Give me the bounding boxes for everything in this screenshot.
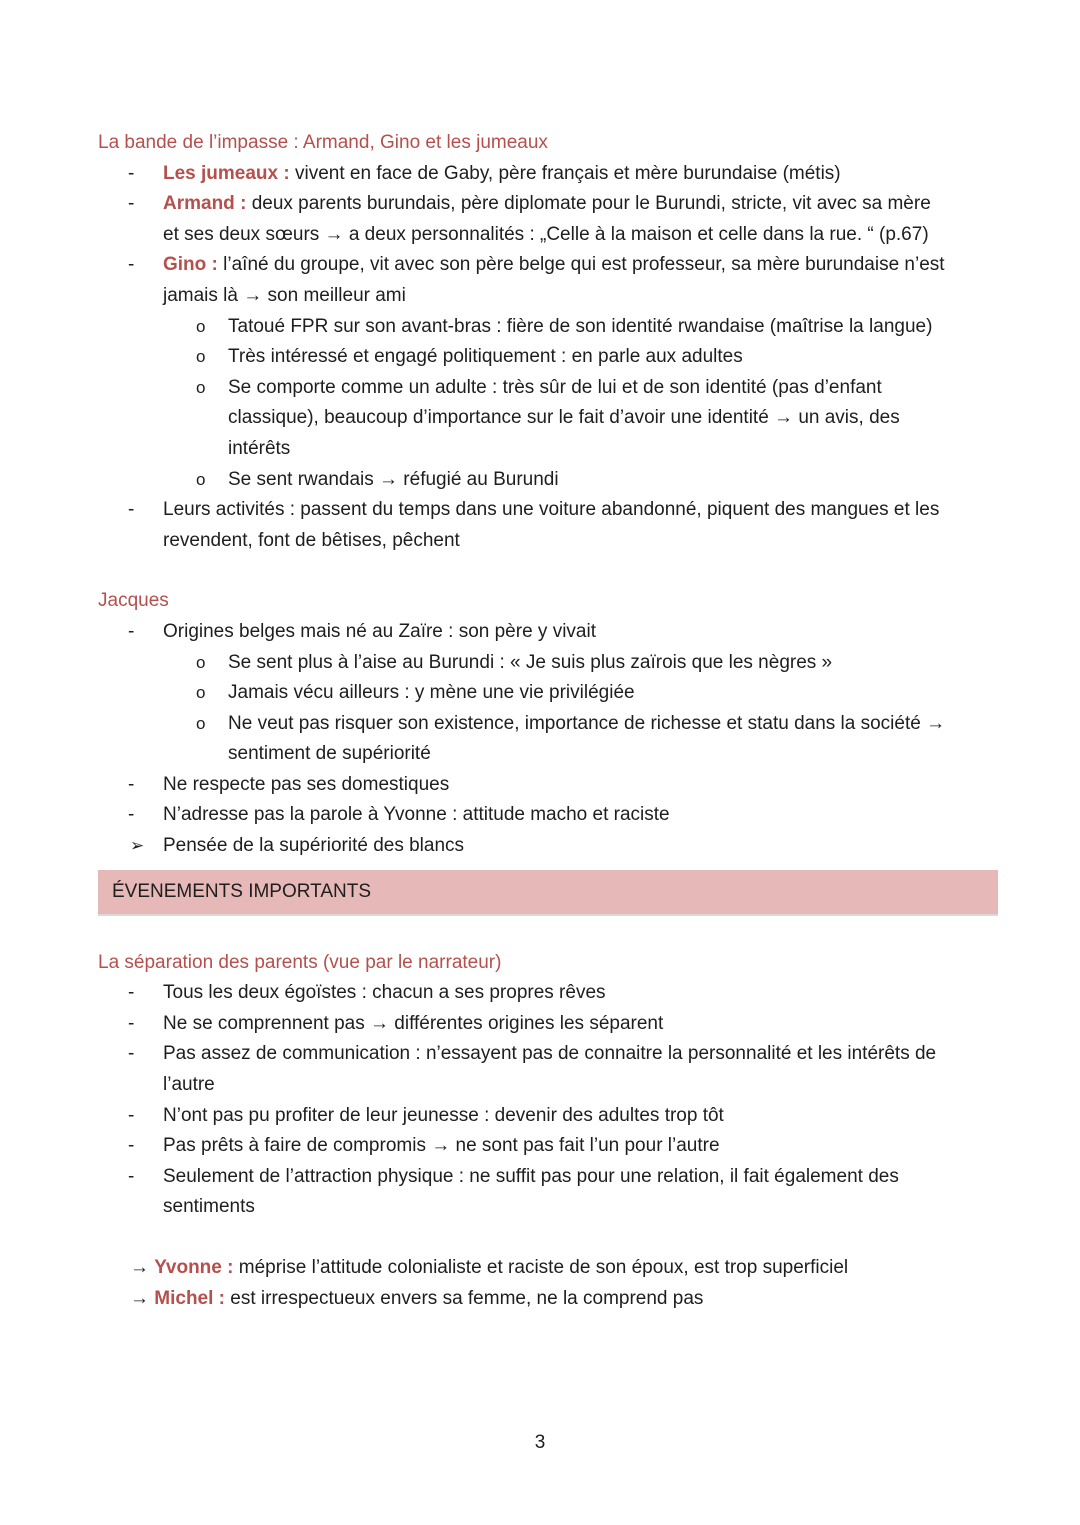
dash-bullet: -: [128, 1165, 135, 1187]
dash-bullet: -: [128, 1043, 135, 1065]
label-gino: Gino :: [163, 254, 218, 276]
sub-item: [98, 373, 998, 404]
section-title-bande: La bande de l’impasse : Armand, Gino et les jumeaux: [98, 132, 548, 153]
list-item-text: N’adresse pas la parole à Yvonne : attitude macho et raciste: [163, 804, 670, 826]
arrowhead-bullet-icon: ➢: [130, 836, 145, 856]
list-item-armand: [98, 189, 998, 220]
circle-bullet: o: [196, 316, 206, 336]
sub-item: [98, 312, 998, 343]
circle-bullet: o: [196, 377, 206, 397]
list-item-text: Pas prêts à faire de compromis → ne sont pas fait l’un pour l’autre: [163, 1135, 720, 1157]
sub-item-cont: classique), beaucoup d’importance sur le fait d’avoir une identité → un avis, des: [228, 407, 900, 429]
list-item-activities: [98, 495, 998, 526]
sub-item-cont: sentiment de supériorité: [228, 743, 431, 765]
sub-item-text: Se sent rwandais → réfugié au Burundi: [228, 468, 559, 490]
document-page: [98, 128, 998, 1314]
list-item-text: Ne se comprennent pas → différentes origines les séparent: [163, 1012, 664, 1034]
sub-item: [98, 678, 998, 709]
sub-item: [98, 465, 998, 496]
sub-item-text: Tatoué FPR sur son avant-bras : fière de son identité rwandaise (maîtrise la langue): [228, 315, 933, 337]
dash-bullet: -: [128, 804, 135, 826]
arrow-icon: →: [130, 1287, 149, 1309]
dash-bullet: -: [128, 1135, 135, 1157]
list-item: [98, 1131, 998, 1162]
list-item-cont: sentiments: [163, 1196, 255, 1218]
circle-bullet: o: [196, 713, 206, 733]
page-number: 3: [534, 1432, 546, 1453]
text-jumeaux: vivent en face de Gaby, père français et mère burundaise (métis): [295, 162, 841, 184]
list-item-text: Pas assez de communication : n’essayent pas de connaitre la personnalité et les intérêts de: [163, 1043, 937, 1065]
circle-bullet: o: [196, 683, 206, 703]
list-item: [98, 770, 998, 801]
list-item: [98, 800, 998, 831]
sub-item-text: Ne veut pas risquer son existence, importance de richesse et statu dans la société →: [228, 712, 946, 734]
section-title-jacques: Jacques: [98, 590, 169, 612]
text-activities-cont: revendent, font de bêtises, pêchent: [163, 529, 460, 551]
list-item-origin: [98, 617, 998, 648]
list-item-text: Tous les deux égoïstes : chacun a ses propres rêves: [163, 982, 606, 1004]
text-gino: l’aîné du groupe, vit avec son père belge qui est professeur, sa mère burundaise n’est: [223, 254, 945, 276]
dash-bullet: -: [128, 162, 135, 184]
circle-bullet: o: [196, 469, 206, 489]
sub-item: [98, 648, 998, 679]
sub-item-cont: intérêts: [228, 437, 291, 459]
conclusion-michel: [98, 1284, 998, 1315]
list-item-jumeaux: [98, 159, 998, 190]
dash-bullet: -: [128, 1104, 135, 1126]
sub-item: [98, 342, 998, 373]
sub-item-text: Jamais vécu ailleurs : y mène une vie privilégiée: [228, 682, 635, 704]
sub-item-text: Très intéressé et engagé politiquement : en parle aux adultes: [228, 346, 743, 368]
list-item-text: Ne respecte pas ses domestiques: [163, 773, 450, 795]
dash-bullet: -: [128, 499, 135, 521]
label-michel: Michel :: [154, 1287, 226, 1309]
text-activities: Leurs activités : passent du temps dans une voiture abandonné, piquent des mangues et les: [163, 499, 940, 521]
sub-item-text: Se comporte comme un adulte : très sûr de lui et de son identité (pas d’enfant: [228, 376, 882, 398]
label-jumeaux: Les jumeaux :: [163, 162, 290, 184]
dash-bullet: -: [128, 254, 135, 276]
list-item: [98, 1162, 998, 1193]
text-yvonne: méprise l’attitude colonialiste et raciste de son époux, est trop superficiel: [238, 1257, 849, 1278]
dash-bullet: -: [128, 982, 135, 1004]
arrow-icon: →: [130, 1257, 149, 1278]
list-item-cont: l’autre: [163, 1074, 215, 1096]
sub-item-text: Se sent plus à l’aise au Burundi : « Je suis plus zaïrois que les nègres »: [228, 651, 833, 673]
dash-bullet: -: [128, 620, 135, 642]
text-gino-cont: jamais là → son meilleur ami: [163, 284, 406, 306]
conclusion-yvonne: [98, 1253, 998, 1284]
dash-bullet: -: [128, 1012, 135, 1034]
conclusion-text: Pensée de la supériorité des blancs: [163, 835, 465, 857]
list-item: [98, 1039, 998, 1070]
sub-item: [98, 709, 998, 740]
label-yvonne: Yvonne :: [154, 1257, 234, 1278]
text-michel: est irrespectueux envers sa femme, ne la comprend pas: [230, 1287, 704, 1309]
circle-bullet: o: [196, 652, 206, 672]
text-origin: Origines belges mais né au Zaïre : son père y vivait: [163, 620, 596, 642]
conclusion-item: [98, 831, 998, 862]
text-armand: deux parents burundais, père diplomate pour le Burundi, stricte, vit avec sa mère: [251, 193, 931, 215]
text-armand-cont: et ses deux sœurs → a deux personnalités : „Celle à la maison et celle dans la rue. “ (p.67): [163, 223, 929, 245]
list-item: [98, 1101, 998, 1132]
dash-bullet: -: [128, 773, 135, 795]
label-armand: Armand :: [163, 193, 247, 215]
dash-bullet: -: [128, 193, 135, 215]
section-title-separation: La séparation des parents (vue par le narrateur): [98, 951, 502, 973]
list-item-text: N’ont pas pu profiter de leur jeunesse : devenir des adultes trop tôt: [163, 1104, 724, 1126]
list-item-text: Seulement de l’attraction physique : ne suffit pas pour une relation, il fait également des: [163, 1165, 899, 1187]
section-banner: ÉVENEMENTS IMPORTANTS: [98, 870, 998, 916]
list-item: [98, 1009, 998, 1040]
circle-bullet: o: [196, 347, 206, 367]
list-item: [98, 978, 998, 1009]
list-item-gino: [98, 250, 998, 281]
